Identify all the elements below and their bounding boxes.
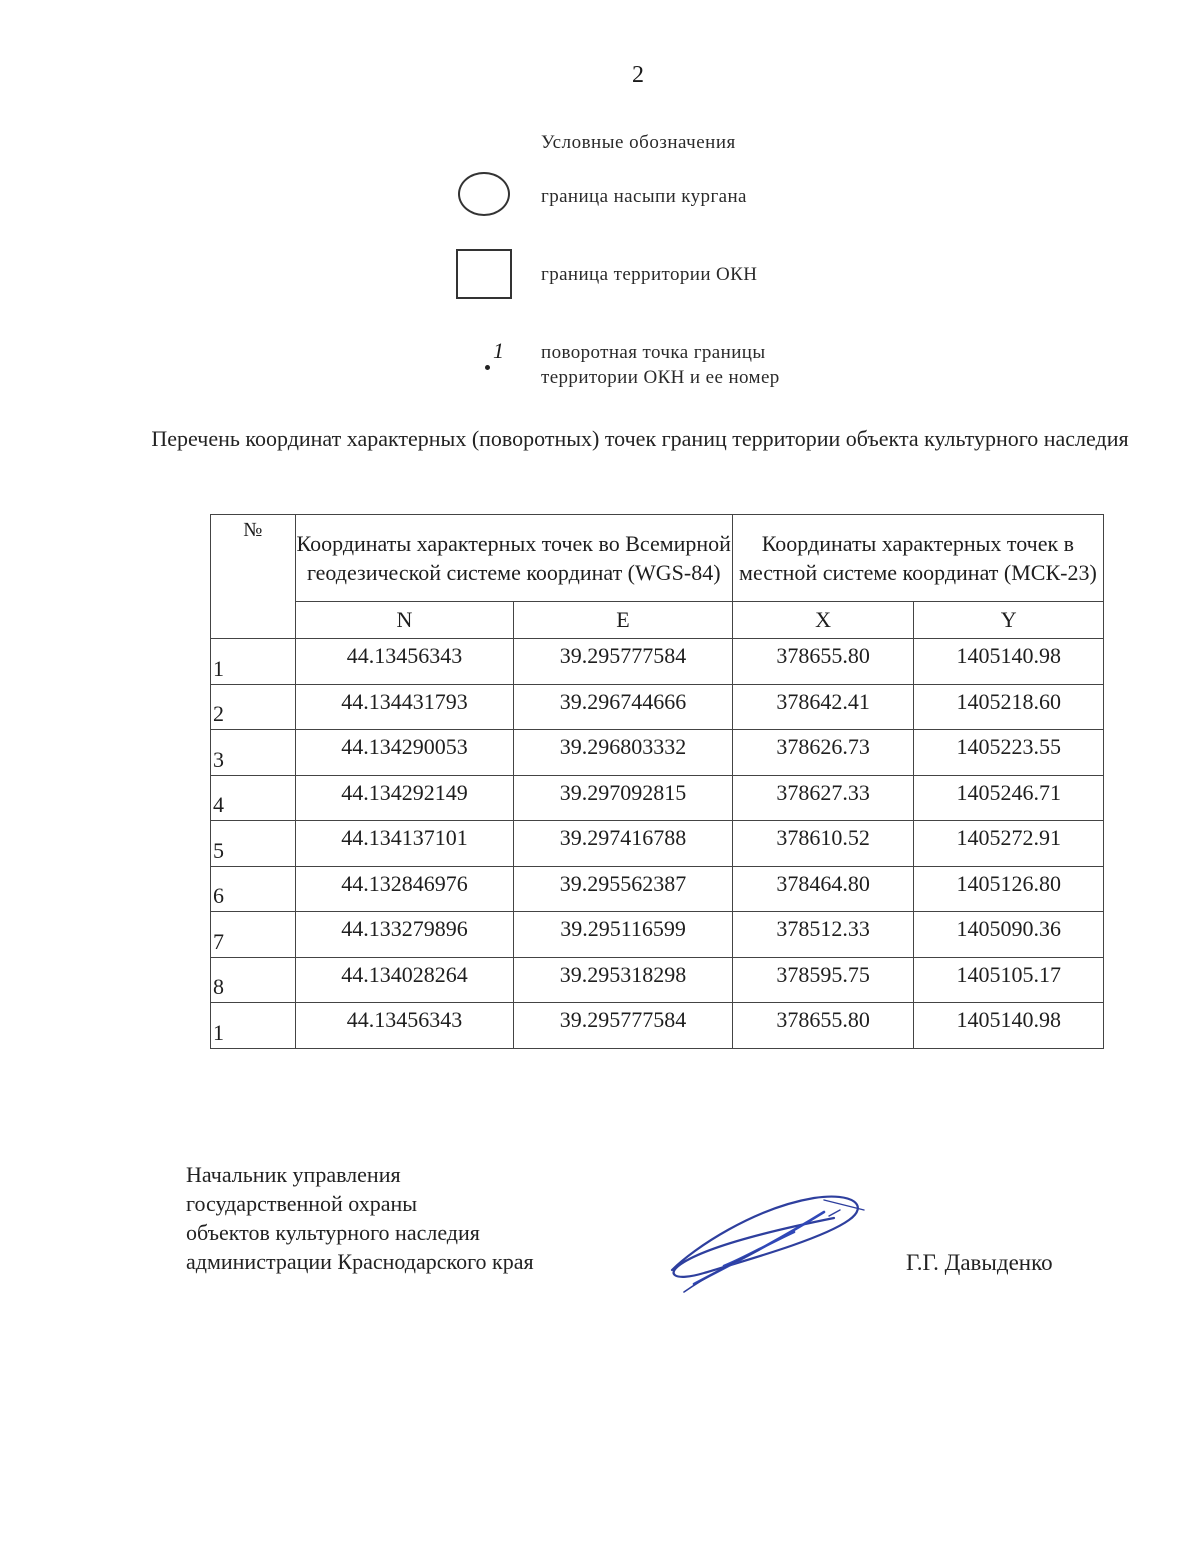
cell-x: 378642.41 <box>732 684 914 730</box>
cell-n: 44.134137101 <box>295 821 514 867</box>
cell-y: 1405218.60 <box>914 684 1104 730</box>
coordinates-table-body <box>211 639 1104 1049</box>
cell-x: 378655.80 <box>732 1003 914 1049</box>
cell-e: 39.297092815 <box>514 775 733 821</box>
cell-number: 4 <box>211 775 296 821</box>
cell-e: 39.295318298 <box>514 957 733 1003</box>
column-header-n: N <box>295 602 514 639</box>
cell-y: 1405272.91 <box>914 821 1104 867</box>
cell-x: 378626.73 <box>732 730 914 776</box>
cell-x: 378627.33 <box>732 775 914 821</box>
cell-y: 1405140.98 <box>914 639 1104 685</box>
table-row <box>211 775 1104 821</box>
cell-n: 44.132846976 <box>295 866 514 912</box>
cell-e: 39.297416788 <box>514 821 733 867</box>
circle-icon <box>458 172 510 216</box>
point-marker-label: 1 <box>493 338 504 363</box>
handwritten-signature <box>664 1188 874 1298</box>
table-row <box>211 866 1104 912</box>
table-row <box>211 1003 1104 1049</box>
table-row <box>211 912 1104 958</box>
cell-y: 1405223.55 <box>914 730 1104 776</box>
cell-n: 44.134290053 <box>295 730 514 776</box>
cell-e: 39.296803332 <box>514 730 733 776</box>
signer-position-line: Начальник управления <box>186 1162 401 1187</box>
legend-title: Условные обозначения <box>541 132 736 153</box>
cell-e: 39.295116599 <box>514 912 733 958</box>
cell-number: 2 <box>211 684 296 730</box>
cell-x: 378595.75 <box>732 957 914 1003</box>
cell-n: 44.134431793 <box>295 684 514 730</box>
cell-e: 39.296744666 <box>514 684 733 730</box>
cell-number: 3 <box>211 730 296 776</box>
column-header-x: X <box>732 602 914 639</box>
cell-y: 1405090.36 <box>914 912 1104 958</box>
point-dot <box>485 365 490 370</box>
cell-y: 1405126.80 <box>914 866 1104 912</box>
cell-x: 378655.80 <box>732 639 914 685</box>
cell-n: 44.133279896 <box>295 912 514 958</box>
cell-y: 1405246.71 <box>914 775 1104 821</box>
table-row <box>211 821 1104 867</box>
column-group-wgs84: Координаты характерных точек во Всемирной геодезической системе координат (WGS-84) <box>295 515 732 602</box>
cell-n: 44.134292149 <box>295 775 514 821</box>
legend-item-mound-boundary: граница насыпи кургана <box>541 186 747 207</box>
cell-e: 39.295562387 <box>514 866 733 912</box>
cell-x: 378610.52 <box>732 821 914 867</box>
signer-position-line: государственной охраны <box>186 1191 418 1216</box>
table-row <box>211 957 1104 1003</box>
legend-item-territory-boundary: граница территории ОКН <box>541 264 758 285</box>
signer-name: Г.Г. Давыденко <box>906 1250 1053 1275</box>
signer-position-line: администрации Краснодарского края <box>186 1249 534 1274</box>
cell-number: 6 <box>211 866 296 912</box>
cell-e: 39.295777584 <box>514 1003 733 1049</box>
point-marker-icon <box>480 340 510 380</box>
cell-x: 378512.33 <box>732 912 914 958</box>
table-row <box>211 639 1104 685</box>
table-row <box>211 730 1104 776</box>
cell-n: 44.13456343 <box>295 1003 514 1049</box>
cell-e: 39.295777584 <box>514 639 733 685</box>
cell-number: 7 <box>211 912 296 958</box>
cell-number: 5 <box>211 821 296 867</box>
cell-y: 1405105.17 <box>914 957 1104 1003</box>
column-header-e: E <box>514 602 733 639</box>
signer-position <box>186 1160 534 1276</box>
cell-x: 378464.80 <box>732 866 914 912</box>
page-number: 2 <box>632 62 644 88</box>
cell-number: 1 <box>211 639 296 685</box>
signer-position-line: объектов культурного наследия <box>186 1220 480 1245</box>
coordinates-list-title: Перечень координат характерных (поворотных) точек границ территории объекта культурного наследия <box>151 426 1129 451</box>
table-row <box>211 684 1104 730</box>
coordinates-table <box>210 514 1104 1049</box>
cell-number: 8 <box>211 957 296 1003</box>
cell-n: 44.134028264 <box>295 957 514 1003</box>
cell-number: 1 <box>211 1003 296 1049</box>
column-group-msk23: Координаты характерных точек в местной системе координат (МСК-23) <box>732 515 1103 602</box>
cell-n: 44.13456343 <box>295 639 514 685</box>
column-header-y: Y <box>914 602 1104 639</box>
legend-item-turning-point: поворотная точка границы территории ОКН и ее номер <box>541 342 780 388</box>
column-header-number: № <box>211 515 296 639</box>
square-icon <box>456 249 512 299</box>
cell-y: 1405140.98 <box>914 1003 1104 1049</box>
